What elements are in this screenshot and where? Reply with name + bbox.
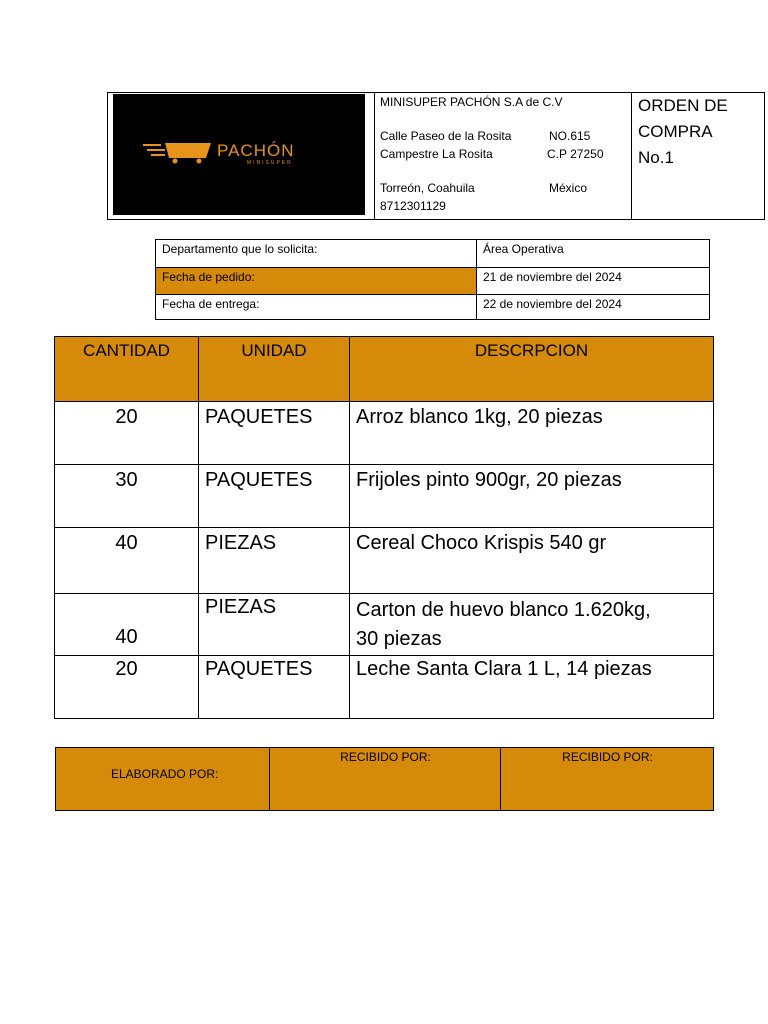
row-cantidad: 40 bbox=[115, 626, 138, 648]
company-name: MINISUPER PACHÓN S.A de C.V bbox=[380, 95, 563, 109]
company-country: México bbox=[549, 181, 588, 195]
row-cantidad: 20 bbox=[115, 406, 138, 428]
row-unidad: PIEZAS bbox=[198, 528, 349, 594]
table-row bbox=[55, 464, 713, 528]
signature-cell bbox=[269, 748, 500, 810]
row-unidad: PAQUETES bbox=[198, 402, 349, 465]
info-row bbox=[156, 294, 709, 320]
company-logo bbox=[113, 94, 365, 215]
row-unidad: PAQUETES bbox=[198, 656, 349, 719]
row-unidad: PAQUETES bbox=[198, 465, 349, 528]
company-colony: Campestre La Rosita bbox=[380, 147, 493, 161]
row-descripcion: Frijoles pinto 900gr, 20 piezas bbox=[349, 465, 713, 528]
row-descripcion-line: Carton de huevo blanco 1.620kg, bbox=[356, 599, 651, 621]
table-header bbox=[55, 337, 713, 401]
company-number: NO.615 bbox=[549, 129, 591, 143]
row-descripcion: Cereal Choco Krispis 540 gr bbox=[349, 528, 713, 594]
info-table bbox=[155, 239, 710, 320]
info-value: 22 de noviembre del 2024 bbox=[476, 295, 709, 320]
table-row bbox=[55, 527, 713, 594]
info-row bbox=[156, 267, 709, 295]
signature-cell bbox=[56, 748, 269, 810]
table-row bbox=[55, 655, 713, 719]
elaborado-label: ELABORADO POR: bbox=[111, 767, 219, 781]
recibido-label: RECIBIDO POR: bbox=[562, 750, 653, 764]
row-unidad: PIEZAS bbox=[198, 594, 349, 656]
row-descripcion: Leche Santa Clara 1 L, 14 piezas bbox=[349, 656, 713, 719]
row-cantidad: 40 bbox=[115, 532, 138, 554]
company-phone: 8712301129 bbox=[380, 199, 446, 213]
order-title-line2: COMPRA bbox=[638, 122, 713, 141]
row-cantidad: 30 bbox=[115, 469, 138, 491]
info-label: Departamento que lo solicita: bbox=[162, 242, 318, 256]
row-descripcion-line: 30 piezas bbox=[356, 628, 442, 650]
order-number: No.1 bbox=[638, 148, 674, 167]
row-cantidad: 20 bbox=[115, 658, 138, 680]
header-unidad: UNIDAD bbox=[198, 337, 349, 401]
recibido-label: RECIBIDO POR: bbox=[340, 750, 431, 764]
info-value: 21 de noviembre del 2024 bbox=[476, 268, 709, 295]
table-row bbox=[55, 593, 713, 656]
row-descripcion bbox=[349, 594, 713, 656]
header-cantidad: CANTIDAD bbox=[83, 341, 170, 360]
company-street: Calle Paseo de la Rosita bbox=[380, 129, 512, 143]
order-title-line1: ORDEN DE bbox=[638, 96, 728, 115]
info-label: Fecha de entrega: bbox=[162, 297, 260, 311]
table-row bbox=[55, 401, 713, 465]
items-table bbox=[54, 336, 714, 719]
company-city: Torreón, Coahuila bbox=[380, 181, 475, 195]
row-descripcion: Arroz blanco 1kg, 20 piezas bbox=[349, 402, 713, 465]
signature-cell bbox=[500, 748, 713, 810]
info-row bbox=[156, 240, 709, 267]
signature-table bbox=[55, 747, 714, 811]
header-divider bbox=[374, 93, 375, 219]
logo-text: PACHÓN bbox=[217, 141, 295, 160]
header-descripcion: DESCRPCION bbox=[349, 337, 713, 401]
header-divider bbox=[631, 93, 632, 219]
logo-subtext: MINISUPER bbox=[247, 160, 293, 166]
info-label: Fecha de pedido: bbox=[156, 268, 476, 295]
info-value: Área Operativa bbox=[476, 240, 709, 267]
company-cp: C.P 27250 bbox=[547, 147, 604, 161]
